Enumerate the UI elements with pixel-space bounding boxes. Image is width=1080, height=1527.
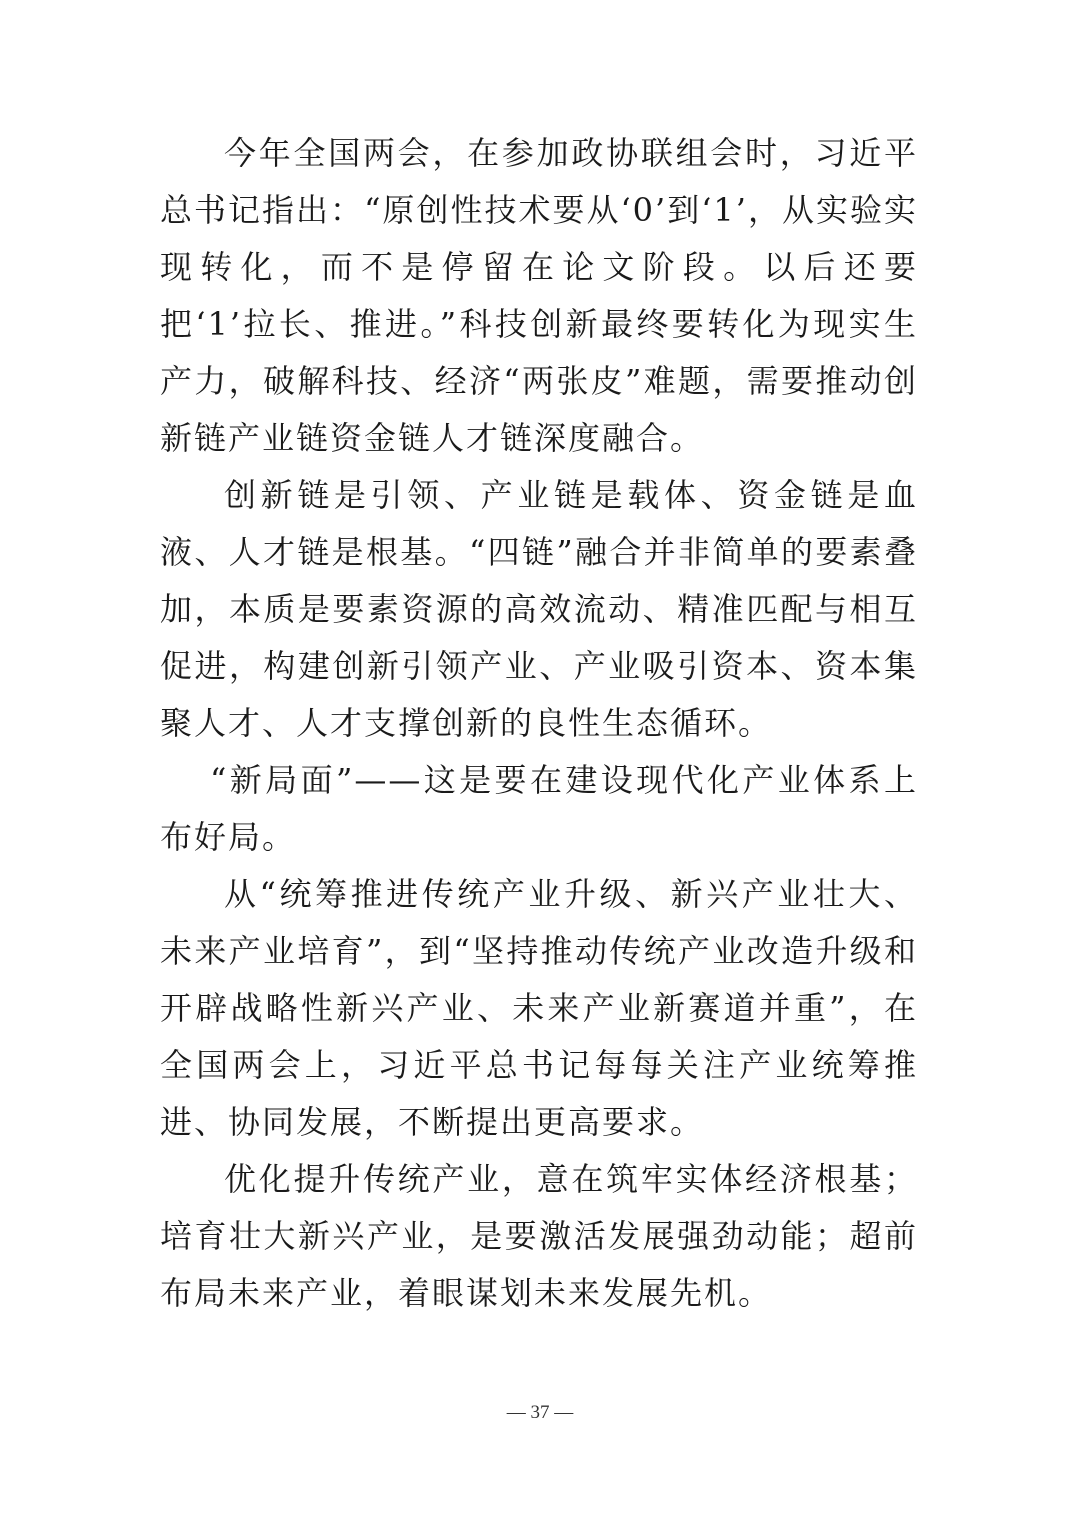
document-body xyxy=(160,125,918,1322)
paragraph-3: “新局面”——这是要在建设现代化产业体系上布好局。 xyxy=(160,761,918,856)
paragraph-4: 从“统筹推进传统产业升级、新兴产业壮大、未来产业培育”，到“坚持推动传统产业改造升级和开辟战略性新兴产业、未来产业新赛道并重”，在全国两会上，习近平总书记每每关注产业统筹推进、协同发展，不断提出更高要求。 xyxy=(160,875,918,1141)
paragraph-5: 优化提升传统产业，意在筑牢实体经济根基；培育壮大新兴产业，是要激活发展强劲动能；超前布局未来产业，着眼谋划未来发展先机。 xyxy=(160,1160,918,1312)
paragraph-2: 创新链是引领、产业链是载体、资金链是血液、人才链是根基。“四链”融合并非简单的要素叠加，本质是要素资源的高效流动、精准匹配与相互促进，构建创新引领产业、产业吸引资本、资本集聚人才、人才支撑创新的良性生态循环。 xyxy=(160,476,918,742)
paragraph-1: 今年全国两会，在参加政协联组会时，习近平总书记指出：“原创性技术要从‘0’到‘1’，从实验实现转化，而不是停留在论文阶段。以后还要把‘1’拉长、推进。”科技创新最终要转化为现实生产力，破解科技、经济“两张皮”难题，需要推动创新链产业链资金链人才链深度融合。 xyxy=(160,134,918,457)
page-number: — 37 — xyxy=(506,1402,574,1423)
